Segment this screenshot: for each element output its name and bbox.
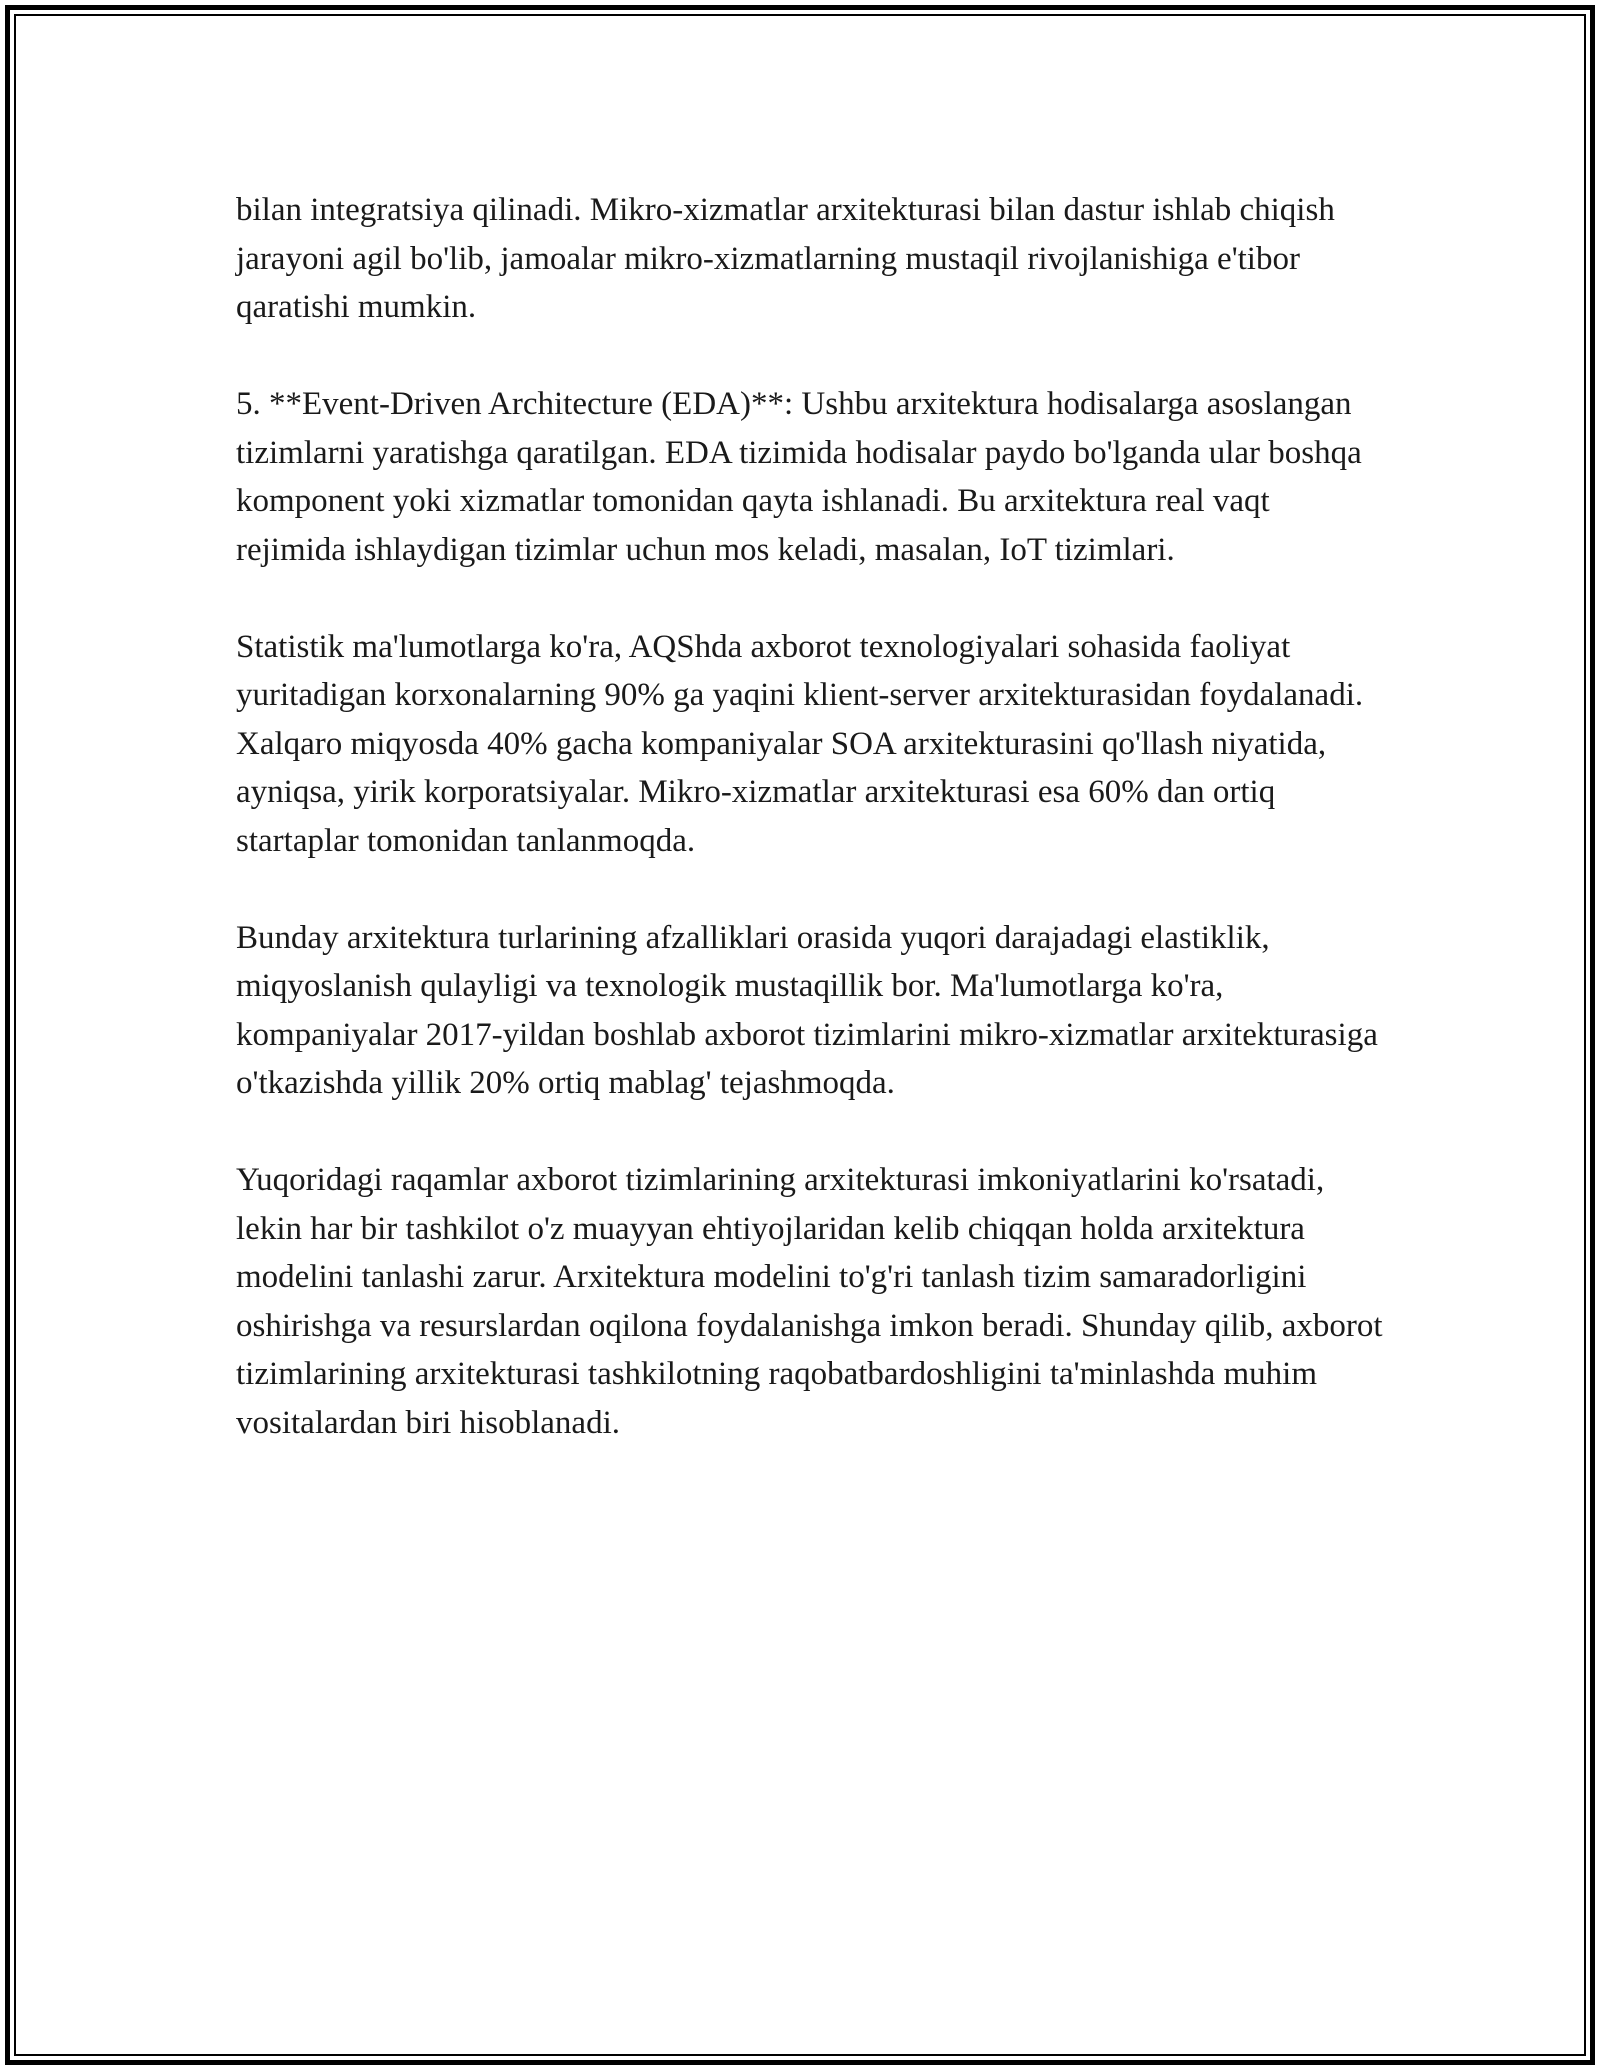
paragraph-advantages: Bunday arxitektura turlarining afzalliklari orasida yuqori darajadagi elastiklik, miqyoslanish qulayligi va texnologik mustaqillik bor. Ma'lumotlarga ko'ra, kompaniyalar 2017-yildan boshlab axborot tizimlarini mikro-xizmatlar arxitekturasiga o'tkazishda yillik 20% ortiq mablag' tejashmoqda.	[236, 919, 1378, 1101]
paragraph-conclusion: Yuqoridagi raqamlar axborot tizimlarining arxitekturasi imkoniyatlarini ko'rsatadi, lekin har bir tashkilot o'z muayyan ehtiyojlaridan kelib chiqqan holda arxitektura modelini tanlashi zarur. Arxitektura modelini to'g'ri tanlash tizim samaradorligini oshirishga va resurslardan oqilona foydalanishga imkon beradi. Shunday qilib, axborot tizimlarining arxitekturasi tashkilotning raqobatbardoshligini ta'minlashda muhim vositalardan biri hisoblanadi.	[236, 1162, 1383, 1441]
paragraph-eda: 5. **Event-Driven Architecture (EDA)**: Ushbu arxitektura hodisalarga asoslangan tizimlarni yaratishga qaratilgan. EDA tizimida hodisalar paydo bo'lganda ular boshqa komponent yoki xizmatlar tomonidan qayta ishlanadi. Bu arxitektura real vaqt rejimida ishlaydigan tizimlar uchun mos keladi, masalan, IoT tizimlari.	[236, 386, 1362, 568]
paragraph-statistics: Statistik ma'lumotlarga ko'ra, AQShda axborot texnologiyalari sohasida faoliyat yuritadigan korxonalarning 90% ga yaqini klient-server arxitekturasidan foydalanadi. Xalqaro miqyosda 40% gacha kompaniyalar SOA arxitekturasini qo'llash niyatida, ayniqsa, yirik korporatsiyalar. Mikro-xizmatlar arxitekturasi esa 60% dan ortiq startaplar tomonidan tanlanmoqda.	[236, 628, 1364, 859]
document-body	[236, 186, 1386, 1496]
paragraph-micro-services-continuation: bilan integratsiya qilinadi. Mikro-xizmatlar arxitekturasi bilan dastur ishlab chiqish jarayoni agil bo'lib, jamoalar mikro-xizmatlarning mustaqil rivojlanishiga e'tibor qaratishi mumkin.	[236, 192, 1335, 325]
